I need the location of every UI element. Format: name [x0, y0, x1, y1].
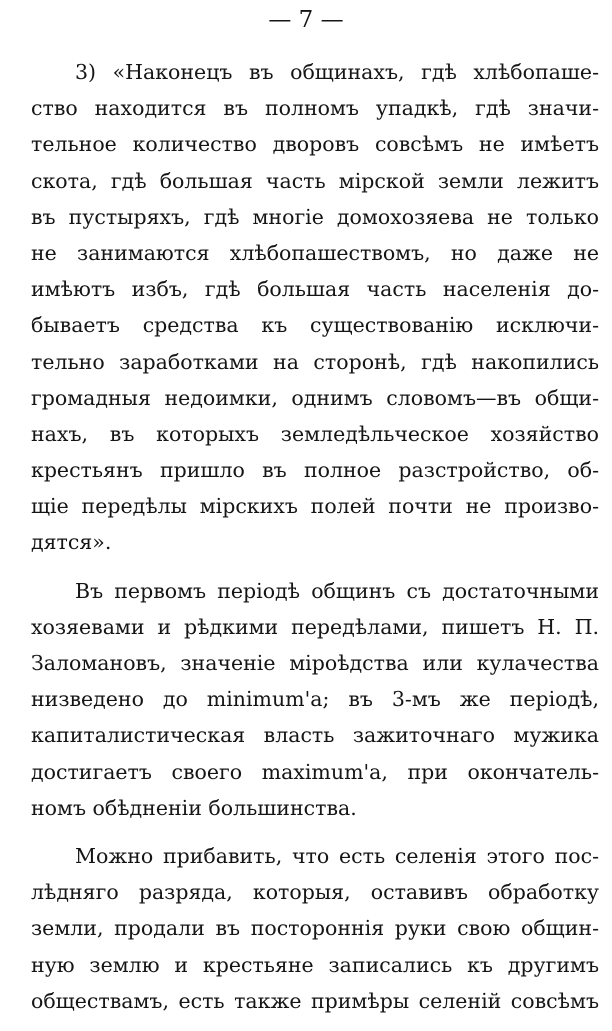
text-line: низведено до minimum'а; въ 3-мъ же періодѣ,: [31, 687, 599, 712]
text-line: хозяевами и рѣдкими передѣлами, пишетъ Н. П.: [31, 614, 599, 639]
text-line: тельно заработками на сторонѣ, гдѣ накопились: [31, 349, 599, 374]
text-line: дятся».: [31, 530, 112, 555]
text-line: скота, гдѣ большая часть мірской земли лежитъ: [31, 168, 599, 193]
text-line: капиталистическая власть зажиточнаго мужика: [31, 723, 599, 748]
text-line: Въ первомъ періодѣ общинъ съ достаточными: [75, 578, 599, 603]
text-line: въ пустыряхъ, гдѣ многіе домохозяева не только: [31, 204, 599, 229]
text-line: не занимаются хлѣбопашествомъ, но даже не: [31, 240, 599, 265]
text-line: Заломановъ, значеніе міроѣдства или кулачества: [31, 651, 599, 675]
paragraph-2: [31, 573, 599, 826]
text-line: тельное количество дворовъ совсѣмъ не имѣетъ: [31, 132, 599, 157]
text-line: достигаетъ своего maximum'а, при окончатель-: [31, 759, 599, 784]
text-line: нахъ, въ которыхъ земледѣльческое хозяйство: [31, 421, 599, 446]
text-line: лѣдняго разряда, которыя, оставивъ обработку: [31, 880, 599, 905]
text-line: номъ обѣдненіи большинства.: [31, 795, 357, 820]
text-line: обществамъ, есть также примѣры селеній совсѣмъ: [31, 988, 599, 1013]
page-number: — 7 —: [268, 7, 344, 33]
body-text: [31, 54, 599, 1031]
text-line: громадныя недоимки, однимъ словомъ—въ общи-: [31, 385, 599, 410]
text-line: бываетъ средства къ существованію исключи-: [31, 313, 599, 338]
text-line: ную землю и крестьяне записались къ другимъ: [31, 952, 599, 977]
text-line: 3) «Наконецъ въ общинахъ, гдѣ хлѣбопаше-: [75, 60, 599, 84]
paragraph-1: [31, 54, 599, 561]
text-line: Можно прибавить, что есть селенія этого пос-: [75, 843, 599, 868]
paragraph-3: [31, 838, 599, 1019]
text-line: крестьянъ пришло въ полное разстройство, об-: [31, 458, 599, 483]
text-line: ство находится въ полномъ упадкѣ, гдѣ значи-: [31, 96, 599, 121]
text-line: щіе передѣлы мірскихъ полей почти не произво-: [31, 494, 599, 519]
text-line: имѣютъ избъ, гдѣ большая часть населенія до-: [31, 277, 599, 302]
text-line: земли, продали въ постороннія руки свою общин-: [31, 916, 599, 941]
